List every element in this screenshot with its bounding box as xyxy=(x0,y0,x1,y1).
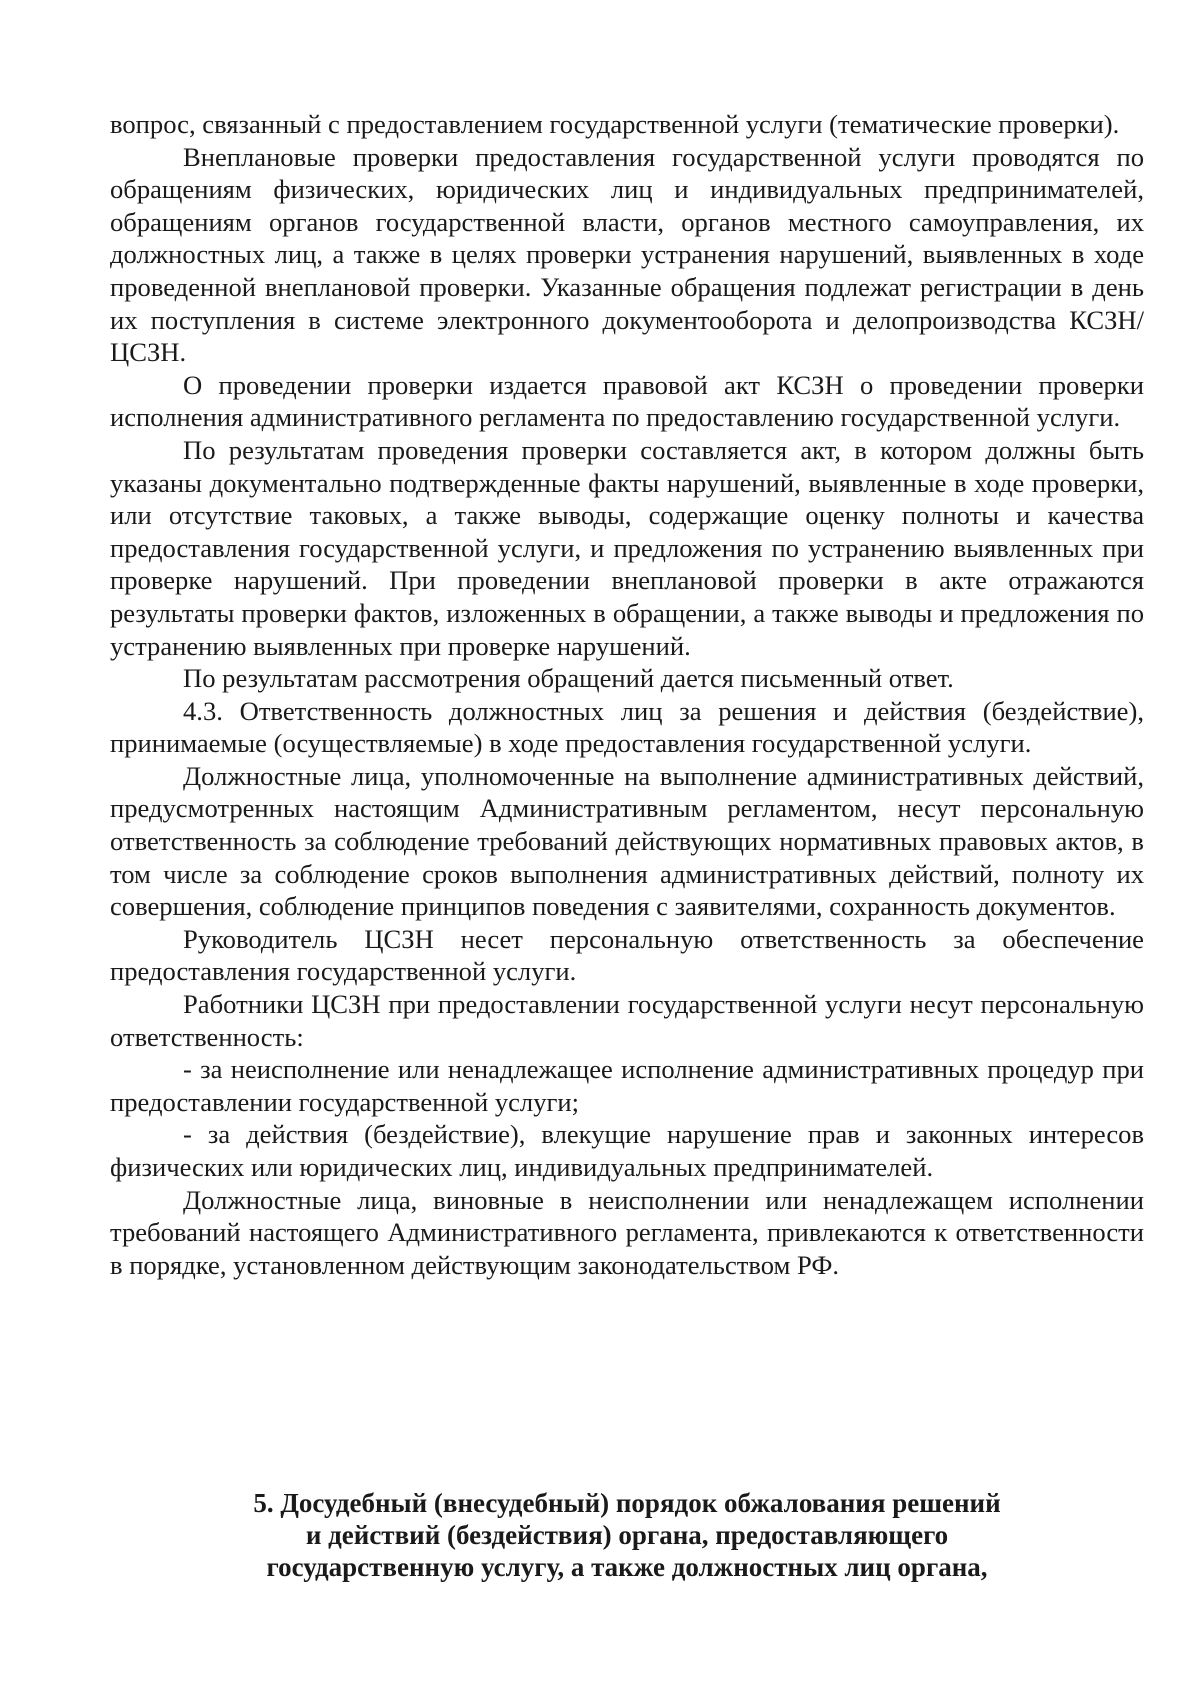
section-heading-line: государственную услугу, а также должностных лиц органа, xyxy=(266,1552,988,1582)
paragraph: Должностные лица, виновные в неисполнении или ненадлежащем исполнении требований настоящего Административного регламента, привлекаются к ответственности в порядке, установленном действующим законодательством РФ. xyxy=(110,1184,1144,1280)
section-heading xyxy=(110,1487,1144,1583)
paragraph: Руководитель ЦСЗН несет персональную ответственность за обеспечение предоставления государственной услуги. xyxy=(110,923,1144,987)
paragraph: - за неисполнение или ненадлежащее исполнение административных процедур при предоставлении государственной услуги; xyxy=(110,1054,1144,1117)
section-heading-line: и действий (бездействия) органа, предоставляющего xyxy=(305,1520,949,1550)
document-body xyxy=(110,108,1144,1281)
paragraph: По результатам проведения проверки составляется акт, в котором должны быть указаны документально подтвержденные факты нарушений, выявленные в ходе проверки, или отсутствие таковых, а также выводы, содержащие оценку полноты и качества предоставления государственной услуги, и предложения по устранению выявленных при проверке нарушений. При проведении внеплановой проверки в акте отражаются результаты проверки фактов, изложенных в обращении, а также выводы и предложения по устранению выявленных при проверке нарушений. xyxy=(110,434,1144,661)
paragraph: По результатам рассмотрения обращений дается письменный ответ. xyxy=(183,663,954,694)
paragraph: Должностные лица, уполномоченные на выполнение административных действий, предусмотренных настоящим Административным регламентом, несут персональную ответственность за соблюдение требований действующих нормативных правовых актов, в том числе за соблюдение сроков выполнения административных действий, полноту их совершения, соблюдение принципов поведения с заявителями, сохранность документов. xyxy=(110,760,1144,922)
paragraph: Внеплановые проверки предоставления государственной услуги проводятся по обращениям физических, юридических лиц и индивидуальных предпринимателей, обращениям органов государственной власти, органов местного самоуправления, их должностных лиц, а также в целях проверки устранения нарушений, выявленных в ходе проведенной внеплановой проверки. Указанные обращения подлежат регистрации в день их поступления в системе электронного документооборота и делопроизводства КСЗН/ЦСЗН. xyxy=(110,141,1144,368)
section-heading-line: 5. Досудебный (внесудебный) порядок обжалования решений xyxy=(253,1488,1001,1518)
paragraph: О проведении проверки издается правовой акт КСЗН о проведении проверки исполнения административного регламента по предоставлению государственной услуги. xyxy=(110,369,1144,433)
paragraph: вопрос, связанный с предоставлением государственной услуги (тематические проверки). xyxy=(110,109,1120,139)
paragraph: Работники ЦСЗН при предоставлении государственной услуги несут персональную ответственность: xyxy=(110,989,1144,1052)
paragraph: 4.3. Ответственность должностных лиц за решения и действия (бездействие), принимаемые (осуществляемые) в ходе предоставления государственной услуги. xyxy=(110,695,1144,759)
paragraph: - за действия (бездействие), влекущие нарушение прав и законных интересов физических или юридических лиц, индивидуальных предпринимателей. xyxy=(110,1119,1144,1182)
